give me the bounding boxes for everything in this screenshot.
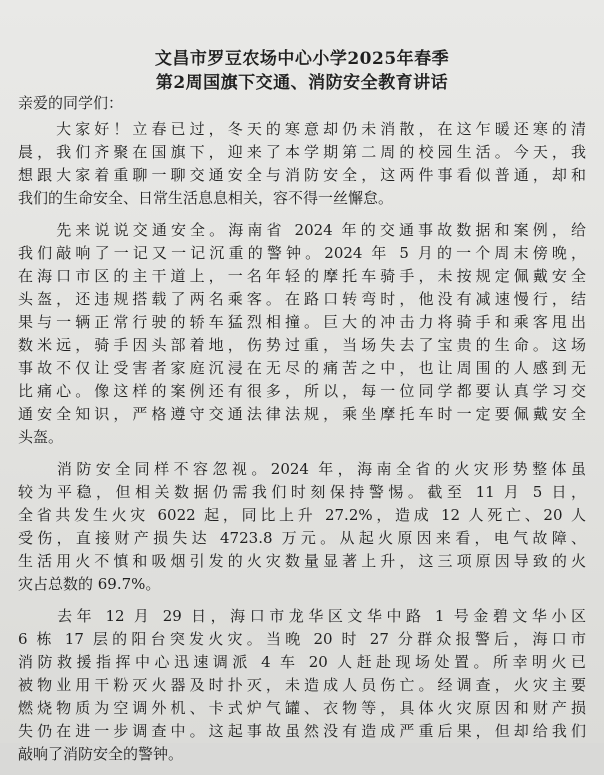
paragraph-line: 6 栋 17 层的阳台突发火灾。当晚 20 时 27 分群众报警后，海口市 <box>18 630 586 648</box>
paragraph-line: 想跟大家着重聊一聊交通安全与消防安全，这两件事看似普通，却和 <box>18 166 586 184</box>
paragraph-line: 我们的生命安全、日常生活息息相关，容不得一丝懈怠。 <box>18 189 394 207</box>
paragraph-line: 燃烧物质为空调外机、卡式炉气罐、衣物等，具体火灾原因和财产损 <box>18 699 586 717</box>
paragraph-line: 消防救援指挥中心迅速调派 4 车 20 人赶赴现场处置。所幸明火已 <box>18 653 586 671</box>
paragraph-4 <box>18 605 586 766</box>
paragraph-line: 头盔，还违规搭载了两名乘客。在路口转弯时，他没有减速慢行，结 <box>18 290 586 308</box>
paragraph-line: 数米远，骑手因头部着地，伤势过重，当场失去了宝贵的生命。这场 <box>18 336 586 354</box>
paragraph-line: 生活用火不慎和吸烟引发的火灾数量显著上升，这三项原因导致的火 <box>18 552 586 570</box>
document-title-line-2: 第2周国旗下交通、消防安全教育讲话 <box>155 73 449 93</box>
paragraph-3 <box>18 458 586 596</box>
paragraph-line: 在海口市区的主干道上，一名年轻的摩托车骑手，未按规定佩戴安全 <box>18 267 586 285</box>
paragraph-line: 通安全知识，严格遵守交通法律法规，乘坐摩托车时一定要佩戴安全 <box>18 405 586 423</box>
paragraph-1 <box>18 118 586 210</box>
paragraph-line: 灾占总数的 69.7%。 <box>18 575 161 593</box>
paragraph-line: 晨，我们齐聚在国旗下，迎来了本学期第二周的校园生活。今天，我 <box>18 143 586 161</box>
paragraph-2 <box>18 219 586 449</box>
paragraph-line: 较为平稳，但相关数据仍需我们时刻保持警惕。截至 11 月 5 日， <box>18 483 586 501</box>
speech-body <box>18 118 586 775</box>
paragraph-line: 去年 12 月 29 日，海口市龙华区文华中路 1 号金碧文华小区 <box>18 607 586 625</box>
document-title-line-1: 文昌市罗豆农场中心小学2025年春季 <box>154 49 450 69</box>
paragraph-line: 敲响了消防安全的警钟。 <box>18 745 184 763</box>
paragraph-line: 全省共发生火灾 6022 起，同比上升 27.2%，造成 12 人死亡、20 人 <box>18 506 586 524</box>
greeting: 亲爱的同学们： <box>18 94 124 112</box>
paragraph-line: 果与一辆正常行驶的轿车猛烈相撞。巨大的冲击力将骑手和乘客甩出 <box>18 313 586 331</box>
paragraph-line: 头盔。 <box>18 428 64 446</box>
paragraph-line: 我们敲响了一记又一记沉重的警钟。2024 年 5 月的一个周末傍晚， <box>18 244 586 262</box>
paragraph-line: 事故不仅让受害者家庭沉浸在无尽的痛苦之中，也让周围的人感到无 <box>18 359 586 377</box>
paragraph-line: 先来说说交通安全。海南省 2024 年的交通事故数据和案例，给 <box>18 221 586 239</box>
paragraph-line: 消防安全同样不容忽视。2024 年，海南全省的火灾形势整体虽 <box>18 460 586 478</box>
paragraph-line: 大家好！立春已过，冬天的寒意却仍未消散，在这乍暖还寒的清 <box>18 120 586 138</box>
paragraph-line: 比痛心。像这样的案例还有很多，所以，每一位同学都要认真学习交 <box>18 382 586 400</box>
paragraph-line: 受伤，直接财产损失达 4723.8 万元。从起火原因来看，电气故障、 <box>18 529 586 547</box>
paragraph-line: 被物业用干粉灭火器及时扑灭，未造成人员伤亡。经调查，火灾主要 <box>18 676 586 694</box>
paragraph-line: 失仍在进一步调查中。这起事故虽然没有造成严重后果，但却给我们 <box>18 722 586 740</box>
